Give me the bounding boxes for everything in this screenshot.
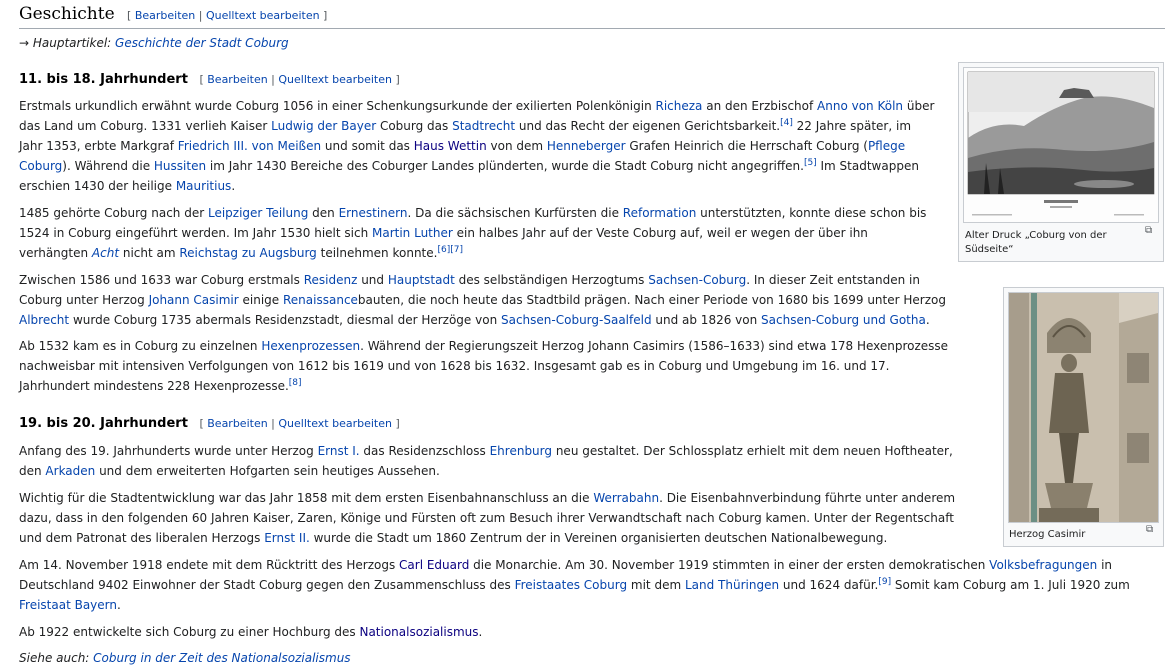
paragraph: 1485 gehörte Coburg nach der Leipziger Teilung den Ernestinern. Da die sächsischen Kurfürsten die Reformation unterstützten, konnte diese schon bis 1524 in Coburg eingeführt werden. Im Jahr 1530 hielt sich Martin Luther ein halbes Jahr auf der Veste Coburg auf, weil er wegen der über ihn verhängten Acht nicht am Reichstag zu Augsburg teilnehmen konnte.[6][7] — [19, 206, 927, 260]
see-also-prefix: Siehe auch: — [19, 651, 90, 665]
inline-link[interactable]: Pflege Coburg — [19, 139, 906, 173]
section-heading — [19, 4, 327, 24]
edit-link[interactable]: Bearbeiten — [134, 9, 196, 22]
inline-link[interactable]: Ernst I. — [317, 444, 360, 458]
inline-link[interactable]: Ernestinern — [338, 206, 408, 220]
inline-link[interactable]: Martin Luther — [372, 226, 453, 240]
inline-link[interactable]: Renaissance — [283, 293, 358, 307]
subsection-heading-1 — [19, 72, 400, 87]
figure-statue — [1003, 287, 1164, 547]
inline-link[interactable]: Richeza — [655, 99, 703, 113]
engraving-image[interactable] — [963, 67, 1159, 223]
coburg-engraving-icon — [964, 68, 1158, 222]
reference-link[interactable]: [6][7] — [437, 245, 463, 255]
section-title: Geschichte — [19, 4, 115, 24]
inline-link[interactable]: Nationalsozialismus — [359, 625, 479, 639]
reference-link[interactable]: [5] — [803, 158, 817, 168]
edit-link[interactable]: Bearbeiten — [207, 417, 268, 430]
inline-link[interactable]: Land Thüringen — [684, 578, 780, 592]
paragraph: Ab 1922 entwickelte sich Coburg zu einer Hochburg des Nationalsozialismus. — [19, 625, 483, 639]
edit-source-link[interactable]: Quelltext bearbeiten — [278, 73, 392, 86]
inline-link[interactable]: Ludwig der Bayer — [271, 119, 377, 133]
inline-link[interactable]: Werrabahn — [593, 491, 660, 505]
statue-photo-icon — [1009, 293, 1158, 522]
paragraph: Erstmals urkundlich erwähnt wurde Coburg 1056 in einer Schenkungsurkunde der exilierten Polenkönigin Richeza an den Erzbischof Anno von Köln über das Land um Coburg. 1331 verlieh Kaiser Ludwig der Bayer Coburg das Stadtrecht und das Recht der eigenen Gerichtsbarkeit.[4] 22 Jahre später, im Jahr 1353, erbte Markgraf Friedrich III. von Meißen und somit das Haus Wettin von dem Henneberger Grafen Heinrich die Herrschaft Coburg (Pflege Coburg). Während die Hussiten im Jahr 1430 Bereiche des Coburger Landes plünderten, wurde die Stadt Coburg nicht angegriffen.[5] Im Stadtwappen erschien 1430 der heilige Mauritius. — [19, 99, 935, 193]
edit-source-link[interactable]: Quelltext bearbeiten — [205, 9, 320, 22]
inline-link[interactable]: Mauritius — [175, 179, 232, 193]
hatnote-link[interactable]: Geschichte der Stadt Coburg — [115, 36, 289, 50]
hatnote-prefix: → Hauptartikel: — [19, 36, 112, 50]
inline-link[interactable]: Arkaden — [45, 464, 96, 478]
figure-caption: Herzog Casimir — [1009, 529, 1086, 540]
inline-link[interactable]: Acht — [91, 246, 120, 260]
inline-link[interactable]: Sachsen-Coburg und Gotha — [761, 313, 926, 327]
inline-link[interactable]: Sachsen-Coburg-Saalfeld — [500, 313, 652, 327]
inline-link[interactable]: Freistaates Coburg — [514, 578, 628, 592]
inline-link[interactable]: Stadtrecht — [452, 119, 516, 133]
magnify-clip-icon[interactable]: ⧉ — [1146, 524, 1154, 535]
inline-link[interactable]: Residenz — [303, 273, 358, 287]
inline-link[interactable]: Haus Wettin — [413, 139, 487, 153]
subsection-title: 11. bis 18. Jahrhundert — [19, 72, 188, 87]
statue-image[interactable] — [1008, 292, 1159, 523]
inline-link[interactable]: Hauptstadt — [387, 273, 455, 287]
reference-link[interactable]: [9] — [878, 577, 892, 587]
reference-link[interactable]: [8] — [288, 378, 302, 388]
inline-link[interactable]: Reichstag zu Augsburg — [179, 246, 317, 260]
inline-link[interactable]: Hussiten — [153, 159, 207, 173]
inline-link[interactable]: Ernst II. — [264, 531, 310, 545]
inline-link[interactable]: Friedrich III. von Meißen — [177, 139, 322, 153]
figure-engraving — [958, 62, 1164, 262]
figure-caption: Alter Druck „Coburg von der Südseite“ — [965, 230, 1107, 255]
inline-link[interactable]: Anno von Köln — [817, 99, 904, 113]
reference-link[interactable]: [4] — [780, 118, 793, 128]
subsection-heading-2 — [19, 416, 400, 431]
paragraph: Wichtig für die Stadtentwicklung war das Jahr 1858 mit dem ersten Eisenbahnanschluss an die Werrabahn. Die Eisenbahnverbindung führte unter anderem dazu, dass in den folgenden 60 Jahren Kaiser, Zaren, Könige und Fürsten oft zum Besuch ihrer Verwandtschaft nach Coburg kamen. Unter der Regentschaft und dem Patronat des liberalen Herzogs Ernst II. wurde die Stadt um 1860 Zentrum der in Vereinen organisierten deutschen Nationalbewegung. — [19, 491, 956, 545]
subsection-edit-links: [ Bearbeiten | Quelltext bearbeiten ] — [192, 417, 400, 430]
see-also-link[interactable]: Coburg in der Zeit des Nationalsozialismus — [93, 651, 351, 665]
inline-link[interactable]: Albrecht — [19, 313, 70, 327]
inline-link[interactable]: Volksbefragungen — [989, 558, 1098, 572]
subsection-title: 19. bis 20. Jahrhundert — [19, 416, 188, 431]
paragraph: Anfang des 19. Jahrhunderts wurde unter Herzog Ernst I. das Residenzschloss Ehrenburg neu gestaltet. Der Schlossplatz erhielt mit dem neuen Hoftheater, den Arkaden und dem erweiterten Hofgarten sein heutiges Aussehen. — [19, 444, 953, 478]
hatnote — [19, 36, 289, 50]
inline-link[interactable]: Johann Casimir — [148, 293, 239, 307]
inline-link[interactable]: Sachsen-Coburg — [648, 273, 747, 287]
inline-link[interactable]: Hexenprozessen — [261, 339, 361, 353]
magnify-clip-icon[interactable]: ⧉ — [1145, 225, 1153, 236]
inline-link[interactable]: Carl Eduard — [399, 558, 470, 572]
inline-link[interactable]: Reformation — [622, 206, 697, 220]
inline-link[interactable]: Leipziger Teilung — [207, 206, 309, 220]
inline-link[interactable]: Henneberger — [546, 139, 626, 153]
heading-divider — [19, 28, 1165, 29]
paragraph: Am 14. November 1918 endete mit dem Rücktritt des Herzogs Carl Eduard die Monarchie. Am 30. November 1919 stimmten in einer der ersten demokratischen Volksbefragungen in Deutschland 9402 Einwohner der Stadt Coburg gegen den Zusammenschluss des Freistaates Coburg mit dem Land Thüringen und 1624 dafür.[9] Somit kam Coburg am 1. Juli 1920 zum Freistaat Bayern. — [19, 558, 1130, 612]
subsection-edit-links: [ Bearbeiten | Quelltext bearbeiten ] — [192, 73, 400, 86]
inline-link[interactable]: Freistaat Bayern — [19, 598, 117, 612]
edit-source-link[interactable]: Quelltext bearbeiten — [278, 417, 392, 430]
see-also — [19, 648, 351, 668]
paragraph: Zwischen 1586 und 1633 war Coburg erstmals Residenz und Hauptstadt des selbständigen Herzogtums Sachsen-Coburg. In dieser Zeit entstanden in Coburg unter Herzog Johann Casimir einige Renaissancebauten, die noch heute das Stadtbild prägen. Nach einer Periode von 1680 bis 1699 unter Herzog Albrecht wurde Coburg 1735 abermals Residenzstadt, diesmal der Herzöge von Sachsen-Coburg-Saalfeld und ab 1826 von Sachsen-Coburg und Gotha. — [19, 273, 946, 327]
section-edit-links: [ Bearbeiten | Quelltext bearbeiten ] — [120, 9, 328, 22]
edit-link[interactable]: Bearbeiten — [207, 73, 268, 86]
paragraph: Ab 1532 kam es in Coburg zu einzelnen Hexenprozessen. Während der Regierungszeit Herzog Johann Casimirs (1586–1633) sind etwa 178 Hexenprozesse nachweisbar mit intensiven Verfolgungen von 1612 bis 1619 und von 1628 bis 1632. Insgesamt gab es in Coburg und Umgebung im 16. und 17. Jahrhundert mindestens 228 Hexenprozesse.[8] — [19, 339, 949, 393]
inline-link[interactable]: Ehrenburg — [489, 444, 553, 458]
